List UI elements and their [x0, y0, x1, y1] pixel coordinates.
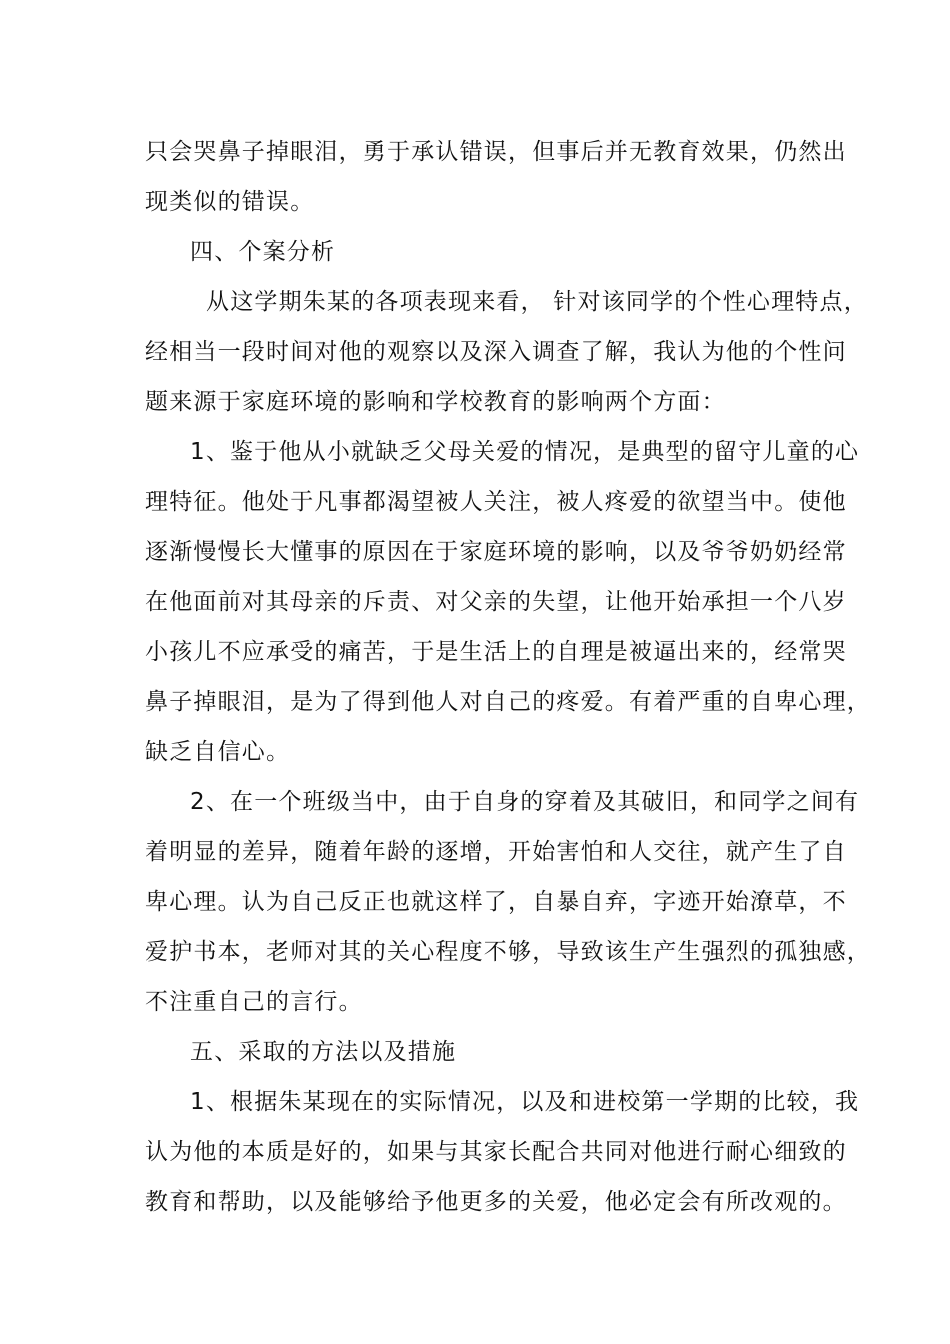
list-item-1-start: 1、鉴于他从小就缺乏父母关爱的情况，是典型的留守儿童的心 [190, 439, 860, 465]
body-text-line: 逐渐慢慢长大懂事的原因在于家庭环境的影响，以及爷爷奶奶经常 [145, 539, 847, 565]
body-text-line: 缺乏自信心。 [145, 739, 291, 765]
body-text-line: 鼻子掉眼泪，是为了得到他人对自己的疼爱。有着严重的自卑心理， [145, 689, 871, 715]
body-text-line: 不注重自己的言行。 [145, 989, 363, 1015]
body-text-line: 从这学期朱某的各项表现来看， 针对该同学的个性心理特点， [206, 289, 868, 315]
body-text-line: 小孩儿不应承受的痛苦，于是生活上的自理是被逼出来的，经常哭 [145, 639, 847, 665]
body-text-line: 认为他的本质是好的，如果与其家长配合共同对他进行耐心细致的 [145, 1139, 847, 1165]
body-text-line: 在他面前对其母亲的斥责、对父亲的失望，让他开始承担一个八岁 [145, 589, 847, 615]
body-text-line: 爱护书本，老师对其的关心程度不够，导致该生产生强烈的孤独感， [145, 939, 871, 965]
list-item-1-start: 1、根据朱某现在的实际情况，以及和进校第一学期的比较，我 [190, 1089, 860, 1115]
body-text-line: 题来源于家庭环境的影响和学校教育的影响两个方面： [145, 389, 726, 415]
body-text-line: 经相当一段时间对他的观察以及深入调查了解，我认为他的个性问 [145, 339, 847, 365]
body-text-line: 只会哭鼻子掉眼泪，勇于承认错误，但事后并无教育效果，仍然出 [145, 139, 847, 165]
section-heading-case-analysis: 四、个案分析 [190, 239, 336, 265]
body-text-line: 现类似的错误。 [145, 189, 315, 215]
section-heading-methods: 五、采取的方法以及措施 [190, 1039, 457, 1065]
list-item-2-start: 2、在一个班级当中，由于自身的穿着及其破旧，和同学之间有 [190, 789, 860, 815]
body-text-line: 卑心理。认为自己反正也就这样了，自暴自弃，字迹开始潦草，不 [145, 889, 847, 915]
body-text-line: 理特征。他处于凡事都渴望被人关注，被人疼爱的欲望当中。使他 [145, 489, 847, 515]
body-text-line: 教育和帮助，以及能够给予他更多的关爱，他必定会有所改观的。 [145, 1189, 847, 1215]
body-text-line: 着明显的差异，随着年龄的逐增，开始害怕和人交往，就产生了自 [145, 839, 847, 865]
